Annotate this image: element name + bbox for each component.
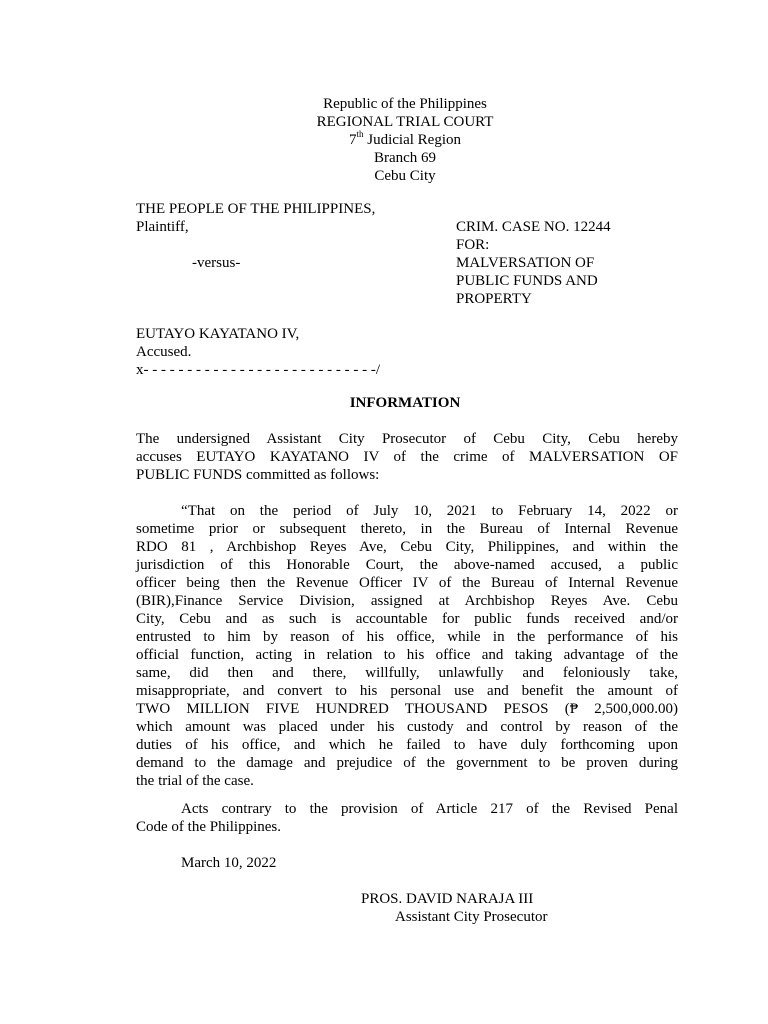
body-line: (BIR),Finance Service Division, assigned at Archbishop Reyes Ave. Cebu (136, 593, 678, 609)
region-superscript: th (356, 129, 364, 139)
accused-name: EUTAYO KAYATANO IV, (136, 326, 300, 342)
body-line: “That on the period of July 10, 2021 to February 14, 2022 or (181, 503, 678, 519)
body-line: demand to the damage and prejudice of the government to be proven during (136, 755, 678, 771)
body-line: City, Cebu and as such is accountable for public funds received and/or (136, 611, 678, 627)
intro-paragraph (136, 430, 678, 484)
region-text: Judicial Region (363, 132, 461, 148)
court-header (0, 95, 768, 185)
header-city: Cebu City (374, 168, 436, 184)
body-line: the trial of the case. (136, 773, 254, 789)
signatory-name: PROS. DAVID NARAJA III (361, 891, 534, 907)
intro-line: PUBLIC FUNDS committed as follows: (136, 467, 380, 483)
charge-line: PUBLIC FUNDS AND (456, 273, 598, 289)
header-branch: Branch 69 (373, 150, 437, 166)
body-line: misappropriate, and convert to his personal use and benefit the amount of (136, 683, 678, 699)
caption-separator: x- - - - - - - - - - - - - - - - - - - - - - - - - - -/ (136, 362, 381, 378)
charge-line: PROPERTY (456, 291, 532, 307)
body-paragraph (136, 502, 678, 790)
header-country: Republic of the Philippines (323, 96, 487, 112)
body-line: TWO MILLION FIVE HUNDRED THOUSAND PESOS (₱ 2,500,000.00) (136, 701, 678, 717)
header-region (0, 131, 768, 149)
plaintiff-label: Plaintiff, (136, 219, 189, 235)
body-line: duties of his office, and which he failed to have duly forthcoming upon (136, 737, 678, 753)
versus-label: -versus- (192, 255, 241, 271)
plaintiff-name: THE PEOPLE OF THE PHILIPPINES, (136, 201, 376, 217)
region-number: 7 (348, 132, 357, 148)
charge-line: MALVERSATION OF (456, 255, 595, 271)
body-line: officer being then the Revenue Officer IV of the Bureau of Internal Revenue (136, 575, 678, 591)
body-line: sometime prior or subsequent thereto, in the Bureau of Internal Revenue (136, 521, 678, 537)
document-title: INFORMATION (349, 395, 461, 411)
body-line: entrusted to him by reason of his office, while in the performance of his (136, 629, 678, 645)
acts-line: Code of the Philippines. (136, 819, 281, 835)
intro-line: accuses EUTAYO KAYATANO IV of the crime of MALVERSATION OF (136, 449, 678, 465)
header-court: REGIONAL TRIAL COURT (316, 114, 494, 130)
case-number: CRIM. CASE NO. 12244 (456, 219, 611, 235)
accused-label: Accused. (136, 344, 192, 360)
body-line: RDO 81 , Archbishop Reyes Ave, Cebu City, Philippines, and within the (136, 539, 678, 555)
acts-line: Acts contrary to the provision of Article 217 of the Revised Penal (181, 801, 678, 817)
acts-paragraph (136, 800, 678, 836)
intro-line: The undersigned Assistant City Prosecutor of Cebu City, Cebu hereby (136, 431, 678, 447)
body-line: official function, acting in relation to his office and taking advantage of the (136, 647, 678, 663)
body-line: same, did then and there, willfully, unlawfully and feloniously take, (136, 665, 678, 681)
signatory-title: Assistant City Prosecutor (395, 909, 548, 925)
document-date: March 10, 2022 (181, 855, 277, 871)
body-line: jurisdiction of this Honorable Court, the above-named accused, a public (136, 557, 678, 573)
body-line: which amount was placed under his custody and control by reason of the (136, 719, 678, 735)
for-label: FOR: (456, 237, 490, 253)
